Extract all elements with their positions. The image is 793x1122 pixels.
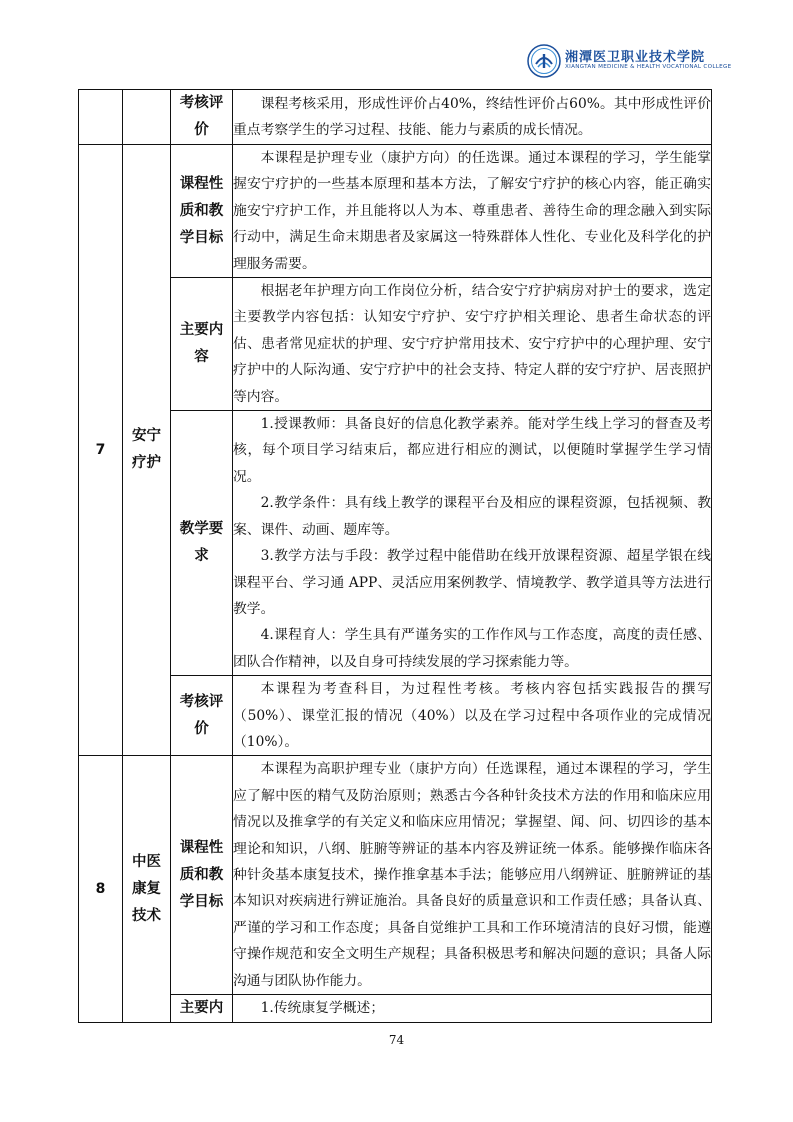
college-name-en: XIANGTAN MEDICINE & HEALTH VOCATIONAL COLLEGE xyxy=(565,64,732,70)
course-name: 中医 康复 技术 xyxy=(123,756,171,1023)
course-number-cell xyxy=(79,90,123,145)
section-content: 1.传统康复学概述； xyxy=(233,995,712,1023)
course-name-cell xyxy=(123,90,171,145)
table-row xyxy=(79,676,712,756)
college-logo xyxy=(527,44,732,80)
section-label: 主要内 xyxy=(171,995,233,1023)
page-number: 74 xyxy=(388,1033,405,1047)
college-name-cn: 湘潭医卫职业技术学院 xyxy=(565,50,706,65)
section-label: 课程性 质和教 学目标 xyxy=(171,145,233,278)
course-number: 8 xyxy=(79,756,123,1023)
section-content: 本课程为高职护理专业（康护方向）任选课程，通过本课程的学习，学生应了解中医的精气及防治原则；熟悉古今各种针灸技术方法的作用和临床应用情况以及推拿学的有关定义和临床应用情况；掌握望、闻、问、切四诊的基本理论和知识，八纲、脏腑等辨证的基本内容及辨证统一体系。能够操作临床各种针灸基本康复技术，操作推拿基本手法；能够应用八纲辨证、脏腑辨证的基本知识对疾病进行辨证施治。具备良好的质量意识和工作责任感；具备认真、严谨的学习和工作态度；具备自觉维护工具和工作环境清洁的良好习惯，能遵守操作规范和安全文明生产规程；具备积极思考和解决问题的意识；具备人际沟通与团队协作能力。 xyxy=(233,756,712,995)
table-row xyxy=(79,411,712,676)
section-content: 本课程为考查科目，为过程性考核。考核内容包括实践报告的撰写（50%）、课堂汇报的情况（40%）以及在学习过程中各项作业的完成情况（10%）。 xyxy=(233,676,712,756)
section-content: 课程考核采用，形成性评价占40%，终结性评价占60%。其中形成性评价重点考察学生的学习过程、技能、能力与素质的成长情况。 xyxy=(233,90,712,145)
section-label: 考核评 价 xyxy=(171,676,233,756)
section-content: 本课程是护理专业（康护方向）的任选课。通过本课程的学习，学生能掌握安宁疗护的一些基本原理和基本方法，了解安宁疗护的核心内容，能正确实施安宁疗护工作，并且能将以人为本、尊重患者、善待生命的理念融入到实际行动中，满足生命末期患者及家属这一特殊群体人性化、专业化及科学化的护理服务需要。 xyxy=(233,145,712,278)
section-label: 主要内 容 xyxy=(171,278,233,411)
section-content: 根据老年护理方向工作岗位分析，结合安宁疗护病房对护士的要求，选定主要教学内容包括：认知安宁疗护、安宁疗护相关理论、患者生命状态的评估、患者常见症状的护理、安宁疗护常用技术、安宁疗护中的心理护理、安宁疗护中的人际沟通、安宁疗护中的社会支持、特定人群的安宁疗护、居丧照护等内容。 xyxy=(233,278,712,411)
table-row xyxy=(79,90,712,145)
section-content: 1.授课教师：具备良好的信息化教学素养。能对学生线上学习的督查及考核，每个项目学习结束后，都应进行相应的测试，以便随时掌握学生学习情况。 2.教学条件：具有线上教学的课程平台及相应的课程资源，包括视频、教案、课件、动画、题库等。 3.教学方法与手段：教学过程中能借助在线开放课程资源、超星学银在线课程平台、学习通 APP、灵活应用案例教学、情境教学、教学道具等方法进行教学。 4.课程育人：学生具有严谨务实的工作作风与工作态度，高度的责任感、团队合作精神，以及自身可持续发展的学习探索能力等。 xyxy=(233,411,712,676)
table-row xyxy=(79,995,712,1023)
table-row xyxy=(79,278,712,411)
section-label: 教学要 求 xyxy=(171,411,233,676)
section-label: 考核评 价 xyxy=(171,90,233,145)
section-label: 课程性 质和教 学目标 xyxy=(171,756,233,995)
table-row xyxy=(79,756,712,995)
table-row xyxy=(79,145,712,278)
college-emblem-icon xyxy=(527,44,561,78)
course-table xyxy=(78,89,712,1023)
course-number: 7 xyxy=(79,145,123,756)
course-name: 安宁 疗护 xyxy=(123,145,171,756)
